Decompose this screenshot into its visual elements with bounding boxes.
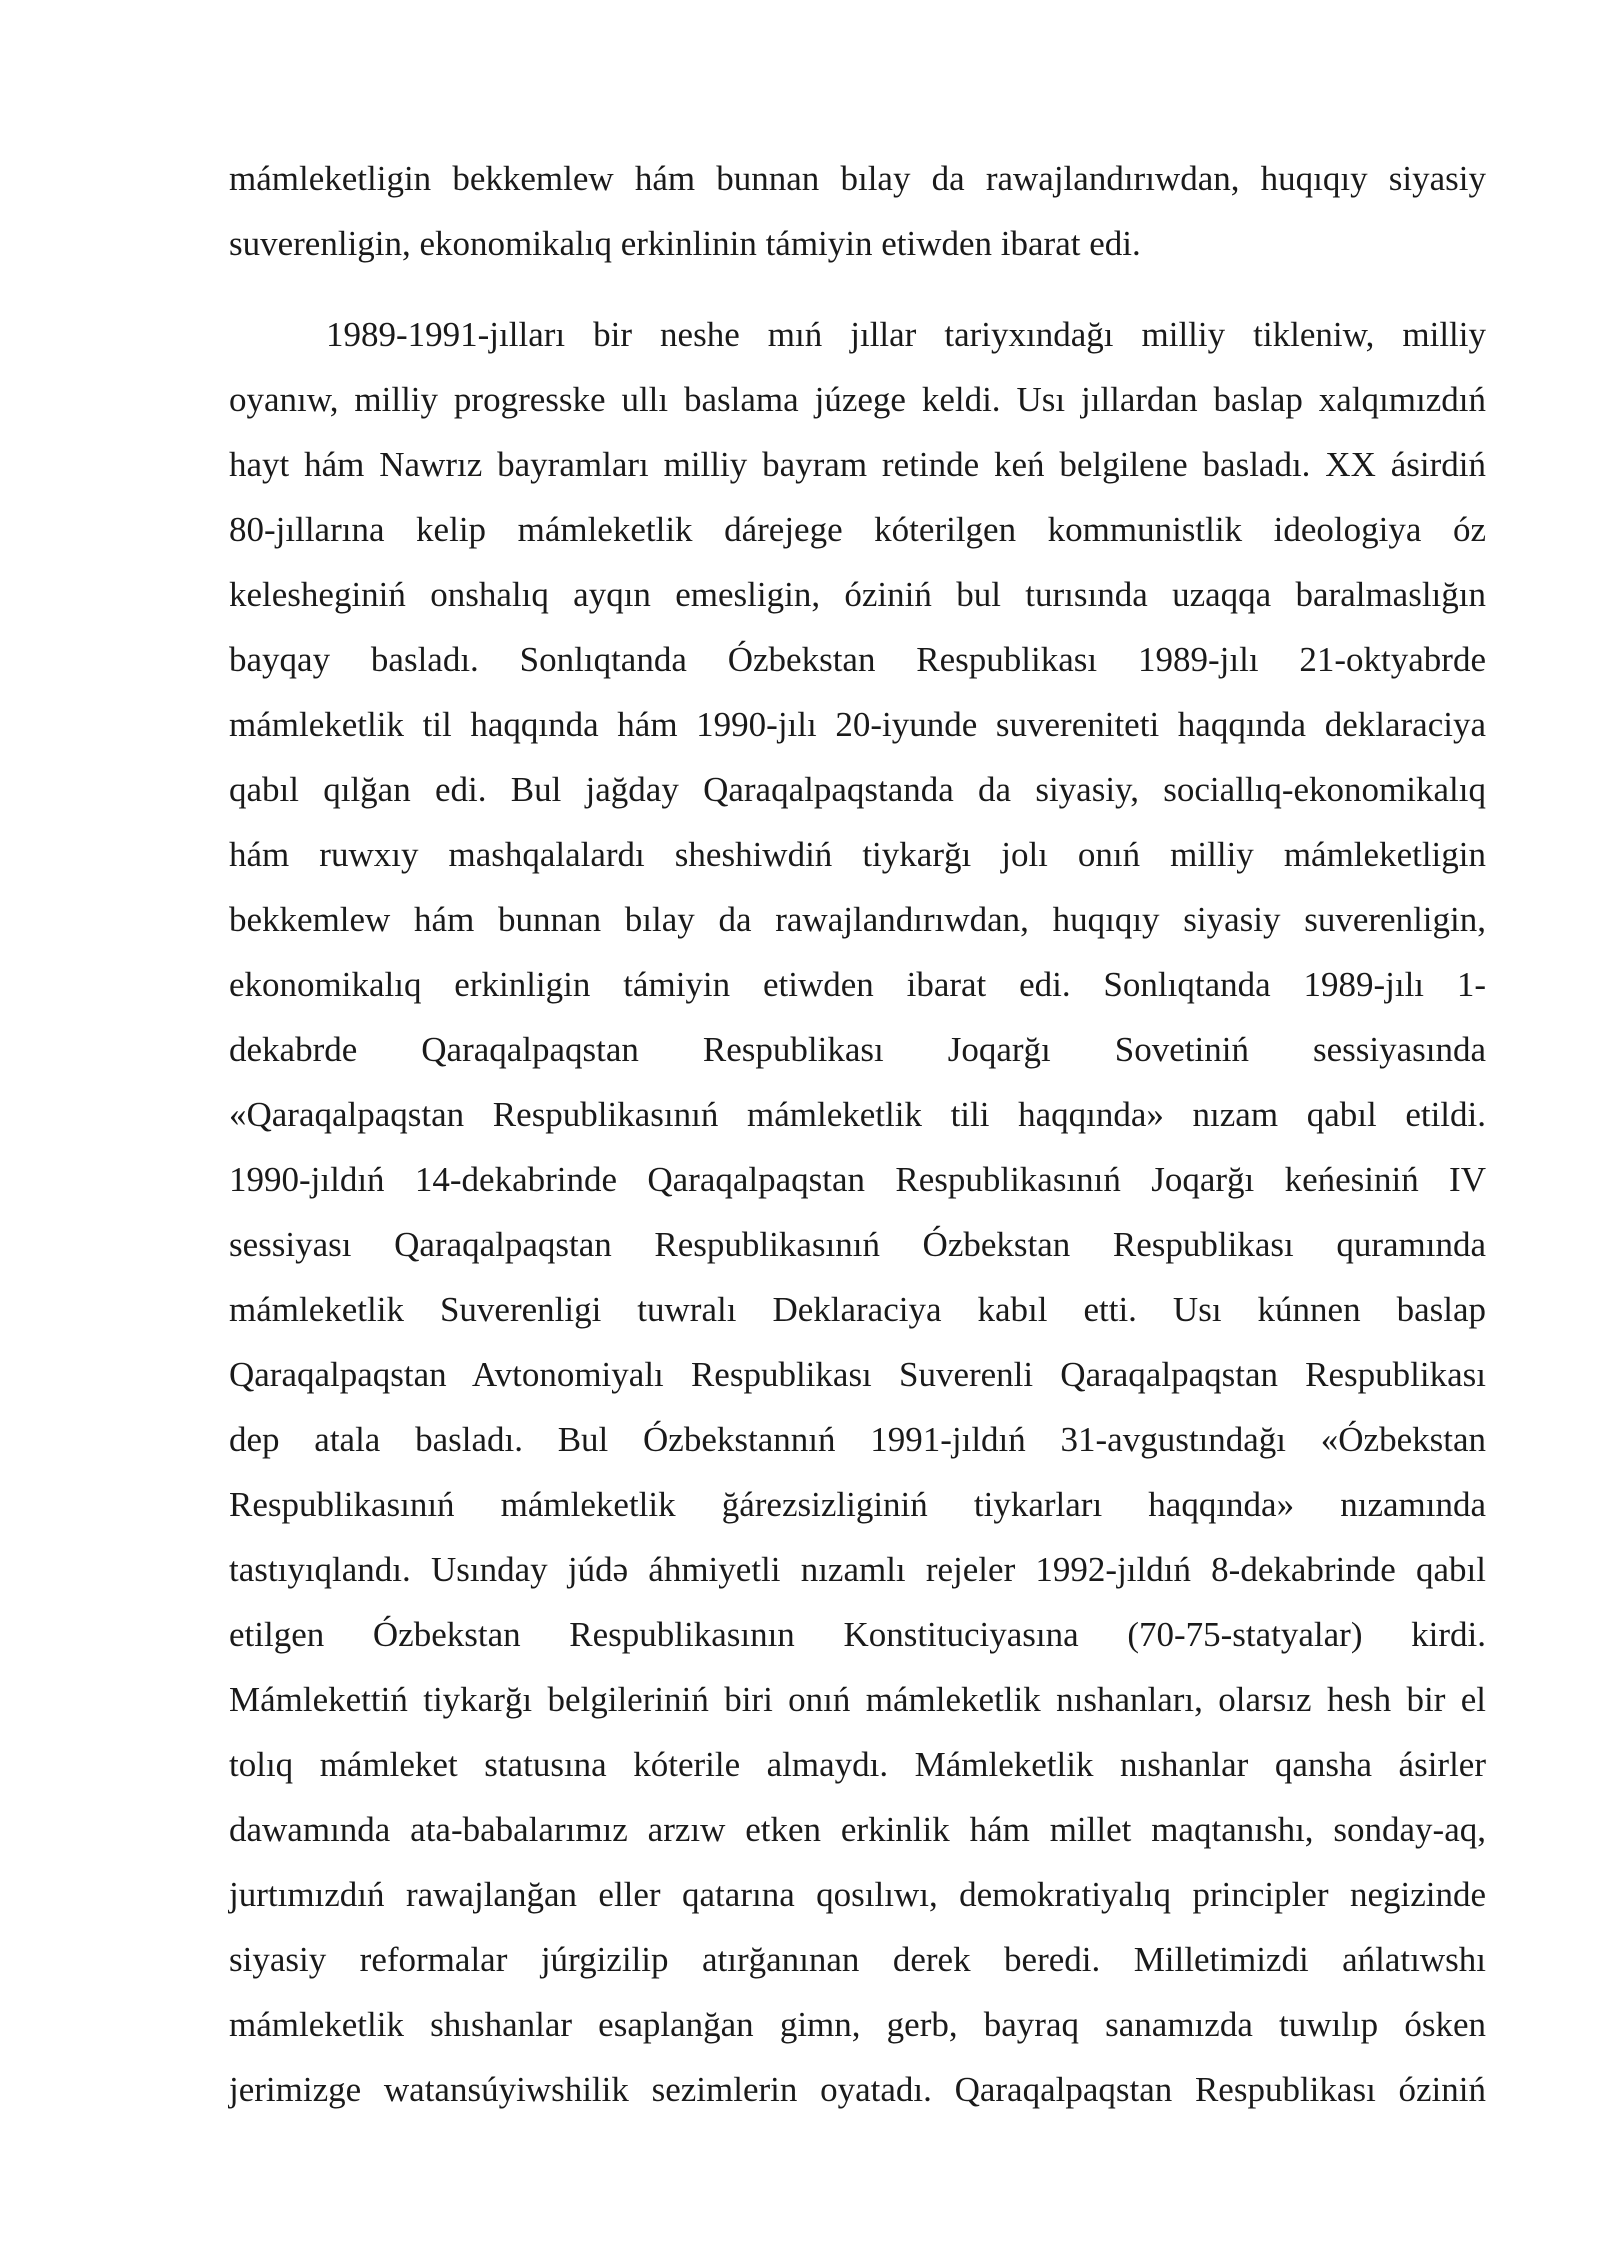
text-line: dekabrde Qaraqalpaqstan Respublikası Joqarğı Sovetiniń sessiyasında (229, 1030, 1486, 1069)
text-line: 80-jıllarına kelip mámleketlik dárejege kóterilgen kommunistlik ideologiya óz (229, 510, 1486, 549)
text-line: 1989-1991-jılları bir neshe mıń jıllar tariyxındağı milliy tikleniw, milliy (326, 315, 1486, 354)
text-line: bekkemlew hám bunnan bılay da rawajlandırıwdan, huqıqıy siyasiy suverenligin, (229, 900, 1486, 939)
text-line: Qaraqalpaqstan Avtonomiyalı Respublikası Suverenli Qaraqalpaqstan Respublikası (229, 1355, 1486, 1394)
text-line: qabıl qılğan edi. Bul jağday Qaraqalpaqstanda da siyasiy, sociallıq-ekonomikalıq (229, 770, 1486, 809)
text-line: jurtımızdıń rawajlanğan eller qatarına qosılıwı, demokratiyalıq principler negizinde (229, 1875, 1486, 1914)
text-line: Mámlekettiń tiykarğı belgileriniń biri onıń mámleketlik nıshanları, olarsız hesh bir el (229, 1680, 1486, 1719)
text-line: siyasiy reformalar júrgizilip atırğanınan derek beredi. Milletimizdi ańlatıwshı (229, 1940, 1486, 1979)
text-line: sessiyası Qaraqalpaqstan Respublikasınıń Ózbekstan Respublikası quramında (229, 1225, 1486, 1264)
text-line: ekonomikalıq erkinligin támiyin etiwden ibarat edi. Sonlıqtanda 1989-jılı 1- (229, 965, 1486, 1004)
text-line: dawamında ata-babalarımız arzıw etken erkinlik hám millet maqtanıshı, sonday-aq, (229, 1810, 1486, 1849)
text-line: hám ruwxıy mashqalalardı sheshiwdiń tiykarğı jolı onıń milliy mámleketligin (229, 835, 1486, 874)
text-line: tastıyıqlandı. Usınday júdə áhmiyetli nızamlı rejeler 1992-jıldıń 8-dekabrinde qabıl (229, 1550, 1486, 1589)
text-line: oyanıw, milliy progresske ullı baslama júzege keldi. Usı jıllardan baslap xalqımızdıń (229, 380, 1486, 419)
text-line: 1990-jıldıń 14-dekabrinde Qaraqalpaqstan Respublikasınıń Joqarğı keńesiniń IV (229, 1160, 1486, 1199)
text-line: bayqay basladı. Sonlıqtanda Ózbekstan Respublikası 1989-jılı 21-oktyabrde (229, 640, 1486, 679)
text-line: kelesheginiń onshalıq ayqın emesligin, óziniń bul turısında uzaqqa baralmaslığın (229, 575, 1486, 614)
text-line: dep atala basladı. Bul Ózbekstannıń 1991-jıldıń 31-avgustındağı «Ózbekstan (229, 1420, 1486, 1459)
text-line: mámleketlik til haqqında hám 1990-jılı 20-iyunde suvereniteti haqqında deklaraciya (229, 705, 1486, 744)
text-line: mámleketligin bekkemlew hám bunnan bılay da rawajlandırıwdan, huqıqıy siyasiy (229, 159, 1486, 198)
text-line: etilgen Ózbekstan Respublikasının Konstituciyasına (70-75-statyalar) kirdi. (229, 1615, 1486, 1654)
text-line: mámleketlik Suverenligi tuwralı Deklaraciya kabıl etti. Usı kúnnen baslap (229, 1290, 1486, 1329)
text-line: hayt hám Nawrız bayramları milliy bayram retinde keń belgilene basladı. XX ásirdiń (229, 445, 1486, 484)
text-line: mámleketlik shıshanlar esaplanğan gimn, gerb, bayraq sanamızda tuwılıp ósken (229, 2005, 1486, 2044)
paragraph-2 (229, 302, 1486, 2122)
paragraph-1 (229, 146, 1486, 276)
text-line: «Qaraqalpaqstan Respublikasınıń mámleketlik tili haqqında» nızam qabıl etildi. (229, 1095, 1486, 1134)
text-line: suverenligin, ekonomikalıq erkinlinin támiyin etiwden ibarat edi. (229, 224, 1141, 263)
text-line: Respublikasınıń mámleketlik ğárezsizliginiń tiykarları haqqında» nızamında (229, 1485, 1486, 1524)
text-line: jerimizge watansúyiwshilik sezimlerin oyatadı. Qaraqalpaqstan Respublikası óziniń (229, 2070, 1486, 2109)
text-line: tolıq mámleket statusına kóterile almaydı. Mámleketlik nıshanlar qansha ásirler (229, 1745, 1486, 1784)
